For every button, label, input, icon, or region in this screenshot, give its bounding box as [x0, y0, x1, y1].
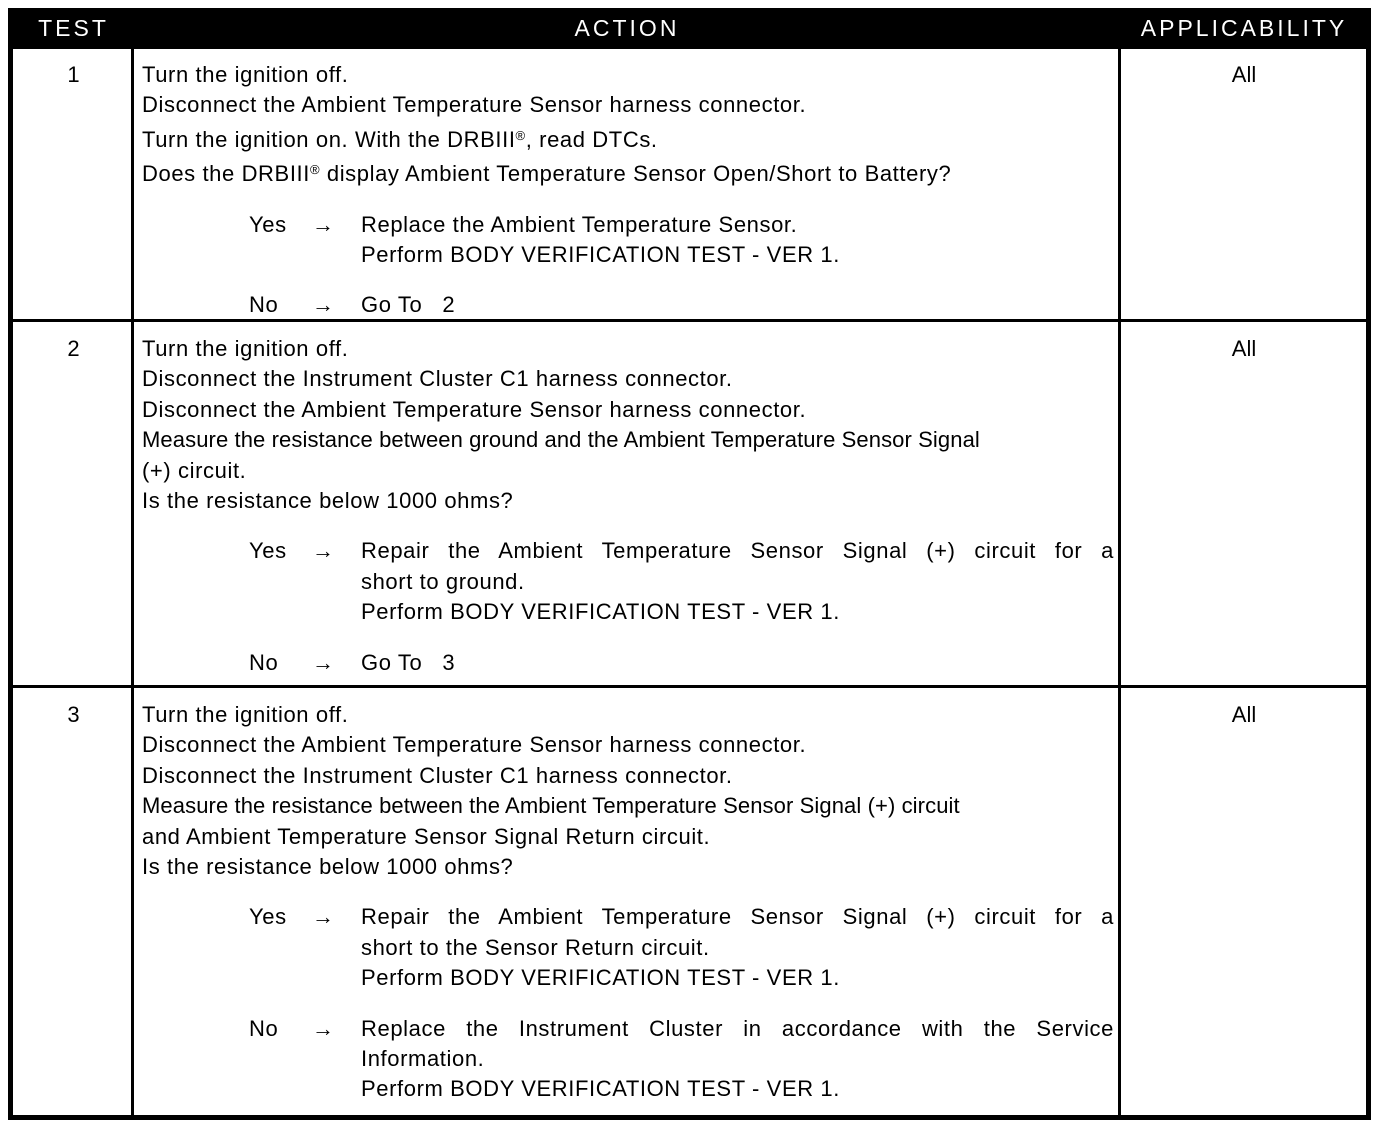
- action-step: Disconnect the Instrument Cluster C1 harness connector.: [142, 762, 733, 788]
- header-applicability: APPLICABILITY: [1140, 15, 1348, 41]
- action-step: and Ambient Temperature Sensor Signal Return circuit.: [142, 823, 711, 849]
- arrow-icon: →: [312, 904, 335, 930]
- response-line: short to the Sensor Return circuit.: [361, 934, 710, 960]
- test-number: 3: [67, 702, 80, 727]
- yes-label: Yes: [249, 211, 287, 237]
- applicability-value: All: [1231, 702, 1257, 727]
- action-step: Is the resistance below 1000 ohms?: [142, 488, 514, 514]
- response-line: Perform BODY VERIFICATION TEST - VER 1.: [361, 599, 840, 625]
- diagnostic-test-table: [8, 8, 1371, 1120]
- table-header: [13, 8, 1366, 49]
- no-response: [142, 648, 1114, 678]
- header-action: ACTION: [574, 15, 680, 41]
- action-step: Turn the ignition off.: [142, 62, 349, 87]
- action-step: Turn the ignition off.: [142, 702, 349, 727]
- action-step: Is the resistance below 1000 ohms?: [142, 854, 514, 880]
- arrow-icon: →: [312, 1015, 335, 1041]
- arrow-icon: →: [312, 538, 335, 564]
- response-line: Go To 2: [361, 292, 456, 318]
- yes-label: Yes: [249, 904, 287, 930]
- test-number: 1: [67, 62, 80, 87]
- registered-mark: ®: [309, 162, 321, 178]
- response-line: Replace the Ambient Temperature Sensor.: [361, 211, 798, 237]
- test-number: 2: [67, 336, 80, 361]
- yes-response: [142, 536, 1114, 627]
- action-cell: [142, 700, 1114, 1105]
- column-divider: [1118, 49, 1121, 1115]
- registered-mark: ®: [515, 127, 526, 143]
- action-cell: [142, 334, 1114, 678]
- action-step: Disconnect the Ambient Temperature Sensor harness connector.: [142, 396, 807, 422]
- action-step: (+) circuit.: [142, 457, 247, 483]
- arrow-icon: →: [312, 292, 335, 318]
- response-line: Repair the Ambient Temperature Sensor Signal (+) circuit for a: [361, 904, 1114, 930]
- no-response: [142, 1014, 1114, 1105]
- action-step: Does the DRBIII® display Ambient Temperature Sensor Open/Short to Battery?: [142, 161, 952, 187]
- action-cell: [142, 60, 1114, 321]
- applicability-value: All: [1231, 336, 1257, 361]
- response-line: Perform BODY VERIFICATION TEST - VER 1.: [361, 965, 840, 991]
- response-line: Perform BODY VERIFICATION TEST - VER 1.: [361, 242, 840, 268]
- action-step: Measure the resistance between ground and the Ambient Temperature Sensor Signal: [142, 427, 980, 453]
- response-line: Repair the Ambient Temperature Sensor Signal (+) circuit for a: [361, 538, 1114, 564]
- applicability-value: All: [1231, 62, 1257, 87]
- response-line: Go To 3: [361, 649, 456, 675]
- action-step: Turn the ignition off.: [142, 336, 349, 361]
- yes-response: [142, 210, 1114, 271]
- header-test: TEST: [38, 15, 109, 41]
- column-divider: [131, 49, 134, 1115]
- row-divider: [13, 685, 1366, 688]
- no-label: No: [249, 1015, 279, 1041]
- no-response: [142, 290, 1114, 320]
- yes-response: [142, 902, 1114, 993]
- response-line: short to ground.: [361, 568, 525, 594]
- action-step: Turn the ignition on. With the DRBIII®, read DTCs.: [142, 126, 658, 152]
- no-label: No: [249, 649, 279, 675]
- action-step: Disconnect the Instrument Cluster C1 harness connector.: [142, 366, 733, 392]
- action-step: Disconnect the Ambient Temperature Sensor harness connector.: [142, 732, 807, 758]
- response-line: Replace the Instrument Cluster in accordance with the Service: [361, 1015, 1114, 1041]
- yes-label: Yes: [249, 538, 287, 564]
- arrow-icon: →: [312, 649, 335, 675]
- action-step: Measure the resistance between the Ambient Temperature Sensor Signal (+) circuit: [142, 793, 960, 819]
- no-label: No: [249, 292, 279, 318]
- arrow-icon: →: [312, 211, 335, 237]
- response-line: Perform BODY VERIFICATION TEST - VER 1.: [361, 1076, 840, 1102]
- action-step: Disconnect the Ambient Temperature Sensor harness connector.: [142, 92, 807, 118]
- response-line: Information.: [361, 1046, 485, 1072]
